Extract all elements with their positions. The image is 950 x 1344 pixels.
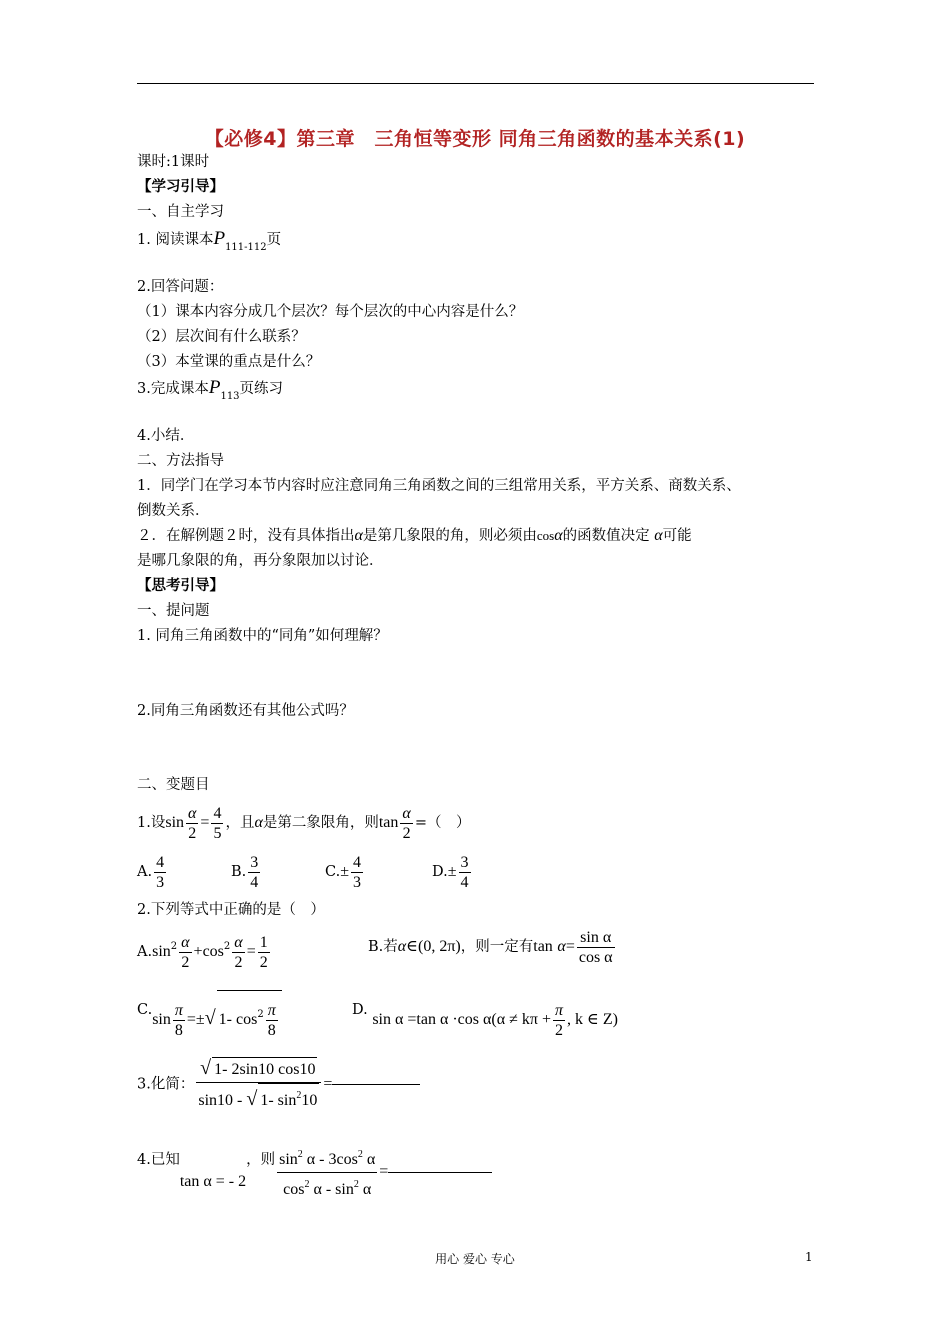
den-cos: cos: [283, 1180, 305, 1198]
item1: [137, 229, 281, 258]
p1-option-c[interactable]: [325, 850, 365, 894]
problem-3: [137, 1056, 420, 1112]
frac: [553, 1001, 565, 1040]
alpha-symbol: α: [554, 527, 563, 544]
frac: [232, 933, 244, 972]
frac-den: 8: [173, 1020, 185, 1040]
p3-numerator: [196, 1056, 321, 1082]
page-title: 【必修4】第三章 三角恒等变形 同角三角函数的基本关系(1): [204, 128, 746, 150]
p4-fraction: [277, 1143, 377, 1202]
p1-alpha-over-2b: [400, 804, 412, 843]
p4-numerator: [277, 1143, 377, 1172]
frac-den: 2: [553, 1020, 565, 1040]
text: 若: [383, 939, 398, 955]
p2-option-b[interactable]: [368, 924, 617, 970]
p4-equals: =: [379, 1163, 389, 1180]
alpha-symbol: α: [254, 814, 263, 831]
item3: [137, 378, 283, 407]
equals: =: [565, 938, 575, 955]
sqrt-body: [212, 1057, 317, 1082]
section-study-heading: 【学习引导】: [137, 179, 224, 195]
method2-text-a: ２．在解例题２时，没有具体指出: [137, 528, 355, 544]
think-question-2: 2.同角三角函数还有其他公式吗？: [137, 703, 354, 719]
frac-den: cos α: [578, 948, 613, 966]
frac-num: α: [234, 933, 243, 951]
text: ，则一定有: [460, 939, 534, 955]
question-2: （2）层次间有什么联系？: [137, 329, 306, 345]
frac-den: 8: [266, 1020, 278, 1040]
frac-num: 3: [460, 853, 469, 871]
section-think-heading: 【思考引导】: [137, 578, 224, 594]
frac-den: 3: [156, 873, 165, 891]
method2-text-b: 是第几象限的角，则必须由: [362, 528, 537, 544]
num-tail: α: [362, 1150, 376, 1168]
p1-prefix: 1.设: [137, 815, 166, 831]
method2-text-d: 可能: [662, 528, 692, 544]
sqrt-sign: √: [200, 1057, 212, 1079]
part1-heading: 一、自主学习: [137, 204, 224, 220]
p1-option-a[interactable]: [137, 850, 168, 894]
frac-num: π: [554, 1001, 563, 1019]
class-hours: 课时:1课时: [137, 154, 210, 170]
option-value: [351, 853, 363, 892]
option-label: B.: [231, 864, 247, 880]
equals-plusminus: =±: [186, 1011, 205, 1028]
plus: +: [193, 943, 203, 960]
p3-equals: =: [323, 1075, 333, 1093]
item1-suffix: 页: [266, 232, 282, 248]
item1-pages: 111-112: [225, 242, 267, 253]
method1-line1: 1．同学门在学习本节内容时应注意同角三角函数之间的三组常用关系，平方关系、商数关系、: [137, 478, 741, 494]
alpha-symbol: α: [654, 527, 663, 544]
problem-2: 2.下列等式中正确的是（ ）: [137, 902, 325, 918]
exponent: 2: [223, 941, 231, 952]
num-a: 1- 2sin10: [214, 1061, 275, 1078]
frac-num: π: [174, 1001, 183, 1019]
equals: =: [246, 943, 256, 960]
item3-page: 113: [220, 391, 240, 402]
interval: (0, 2π): [418, 938, 461, 955]
frac-den: 5: [213, 824, 222, 842]
page-number: 1: [805, 1250, 813, 1264]
p1-option-d[interactable]: [432, 850, 473, 894]
sqrt-sign: √: [246, 1088, 258, 1110]
page-footer: 用心 爱心 专心: [435, 1252, 515, 1266]
p1-alpha-over-2: [186, 804, 198, 843]
p2-option-a[interactable]: [137, 924, 272, 970]
option-value: [248, 853, 260, 892]
option-label: C.: [325, 864, 341, 880]
frac-den: 4: [460, 873, 469, 891]
method2-line1: [137, 526, 692, 546]
think-part2: 二、变题目: [137, 777, 210, 793]
option-label: C.: [137, 1002, 153, 1018]
problem-1: [137, 800, 470, 846]
item3-suffix: 页练习: [239, 381, 284, 397]
frac: [173, 1001, 185, 1040]
cos: cos: [202, 943, 224, 960]
frac-num: 3: [250, 853, 259, 871]
p4-comma: ，则: [246, 1152, 276, 1168]
p4-given: tan α = - 2: [179, 1173, 247, 1190]
expression: sin α =tan α ·cos α(α ≠ kπ +: [372, 1011, 551, 1028]
alpha-symbol: α: [397, 938, 407, 955]
num-sin: sin: [279, 1150, 298, 1168]
num-b: cos10: [278, 1061, 316, 1078]
p3-fraction: [196, 1056, 321, 1113]
exponent: 2: [304, 1178, 310, 1190]
sin: sin: [152, 1011, 171, 1028]
frac-num: α: [402, 804, 411, 822]
think-part1: 一、提问题: [137, 603, 210, 619]
method2-line2: 是哪几象限的角，再分象限加以讨论．: [137, 553, 384, 569]
expression-tail: , k ∈ Z): [566, 1011, 618, 1028]
option-sign: ±: [340, 863, 349, 880]
frac-den: 2: [232, 952, 244, 972]
frac: [179, 933, 191, 972]
in-symbol: ∈: [406, 938, 419, 955]
num-rest: α - 3cos: [302, 1150, 358, 1168]
p4-prefix: 4.已知: [137, 1152, 180, 1168]
item3-prefix: 3.完成课本: [137, 381, 209, 397]
method2-text-c: 的函数值决定: [562, 528, 650, 544]
frac-den: 2: [186, 823, 198, 843]
den-c: 10: [301, 1092, 318, 1109]
item1-P: P: [213, 228, 226, 249]
p3-denominator: [196, 1082, 321, 1113]
option-label: A.: [137, 944, 153, 960]
sin: sin: [152, 943, 171, 960]
p3-prefix: 3.化简：: [137, 1076, 195, 1093]
p1-equals: =: [200, 814, 210, 831]
den-rest: α - sin: [309, 1180, 354, 1198]
option-label: B.: [368, 939, 384, 955]
frac-num: α: [181, 933, 190, 951]
p2-option-c[interactable]: [137, 986, 282, 1039]
p1-tail: =（ ）: [414, 815, 471, 831]
option-label: D.: [352, 1002, 368, 1018]
sqrt-body: [258, 1083, 319, 1113]
alpha-symbol: α: [557, 938, 566, 955]
p4-answer-blank[interactable]: [388, 1172, 492, 1173]
den-a: sin10: [198, 1092, 234, 1109]
frac-den: 4: [250, 873, 259, 891]
frac: [258, 933, 270, 972]
frac: [266, 1001, 278, 1040]
item1-prefix: 1. 阅读课本: [137, 232, 214, 248]
frac: [577, 928, 615, 967]
den-tail: α: [358, 1180, 372, 1198]
part2-heading: 二、方法指导: [137, 453, 224, 469]
p1-sin: sin: [165, 814, 185, 831]
frac-den: 2: [400, 823, 412, 843]
p1-mid2: 是第二象限角，则: [262, 815, 379, 831]
question-1: （1）课本内容分成几个层次？每个层次的中心内容是什么？: [137, 304, 524, 320]
p4-denominator: [277, 1172, 377, 1202]
option-value: [459, 853, 471, 892]
alpha-symbol: α: [354, 527, 363, 544]
frac-num: 4: [213, 804, 222, 822]
p1-option-b[interactable]: [231, 850, 262, 894]
frac-num: 4: [352, 853, 361, 871]
p1-tan: tan: [378, 814, 399, 831]
p3-answer-blank[interactable]: [332, 1084, 420, 1085]
sqrt-sign: √: [204, 1007, 216, 1029]
exponent: 2: [297, 1148, 303, 1160]
frac-den: 3: [352, 873, 361, 891]
exponent: 2: [353, 1178, 359, 1190]
frac-num: 4: [156, 853, 165, 871]
sqrt-body: [217, 990, 282, 1044]
question-3: （3）本堂课的重点是什么？: [137, 354, 321, 370]
tan: tan: [533, 938, 553, 955]
item2: 2.回答问题：: [137, 279, 224, 295]
frac-den: 2: [259, 953, 268, 971]
p1-four-fifths: [211, 804, 223, 843]
exponent: 2: [296, 1090, 302, 1101]
radicand: 1- cos: [218, 1011, 258, 1028]
den-minus: -: [233, 1092, 247, 1109]
option-sign: ±: [447, 863, 457, 880]
method1-line2: 倒数关系．: [137, 503, 210, 519]
p1-mid: ，且: [225, 815, 255, 831]
think-question-1: 1. 同角三角函数中的“同角”如何理解？: [137, 628, 388, 644]
header-rule: [137, 83, 814, 84]
option-value: [154, 853, 166, 892]
exponent: 2: [357, 1148, 363, 1160]
item4: 4.小结．: [137, 428, 195, 444]
frac-num: π: [267, 1001, 276, 1019]
frac-num: α: [188, 804, 197, 822]
p2-option-d[interactable]: [352, 986, 618, 1039]
option-label: D.: [432, 864, 448, 880]
exponent: 2: [170, 941, 178, 952]
frac-num: sin α: [580, 928, 612, 946]
frac-den: 2: [179, 952, 191, 972]
cos-symbol: cos: [536, 528, 555, 543]
frac-num: 1: [259, 933, 268, 951]
item3-P: P: [208, 377, 221, 398]
option-label: A.: [137, 864, 153, 880]
exponent: 2: [257, 1009, 264, 1020]
den-b: 1- sin: [260, 1092, 297, 1109]
